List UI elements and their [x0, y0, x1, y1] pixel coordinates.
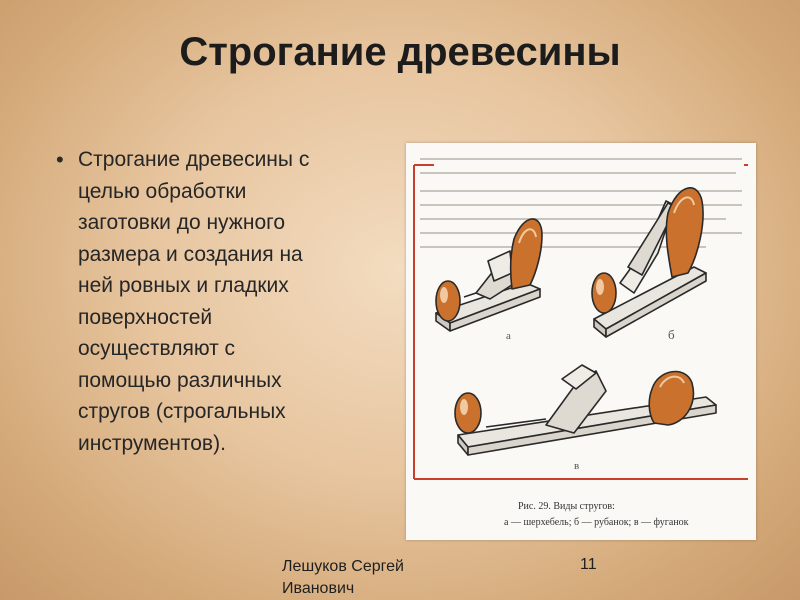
plane-tools-figure [406, 143, 756, 540]
plane-a-jack [436, 219, 542, 331]
plane-c-jointer [455, 365, 716, 455]
plane-tools-illustration [406, 143, 756, 540]
label-a: а [506, 330, 511, 342]
plane-b-smoothing [592, 188, 706, 337]
bullet-dot-icon: • [56, 147, 64, 172]
label-c: в [574, 460, 580, 472]
bullet-line: стругов (строгальных [78, 400, 286, 423]
label-b: б [668, 327, 675, 342]
bullet-line: ней ровных и гладких [78, 274, 289, 297]
slide-title: Строгание древесины [179, 30, 621, 74]
page-number: 11 [580, 556, 597, 573]
bullet-list [56, 144, 386, 459]
figure-caption-line1: Рис. 29. Виды стругов: [518, 501, 615, 512]
bullet-line: заготовки до нужного [78, 211, 285, 234]
bullet-line: осуществляют с [78, 337, 236, 360]
bullet-line: целью обработки [78, 179, 247, 203]
bullet-line: помощью различных [78, 368, 282, 392]
bullet-line: поверхностей [78, 305, 213, 329]
bullet-line: инструментов). [78, 431, 226, 455]
bullet-text [78, 144, 386, 459]
bullet-line: Строгание древесины с [78, 148, 310, 171]
footer-author: Лешуков Сергей Иванович [282, 558, 404, 597]
bullet-line: размера и создания на [78, 242, 303, 266]
figure-caption-line2: а — шерхебель; б — рубанок; в — фуганок [504, 517, 689, 528]
